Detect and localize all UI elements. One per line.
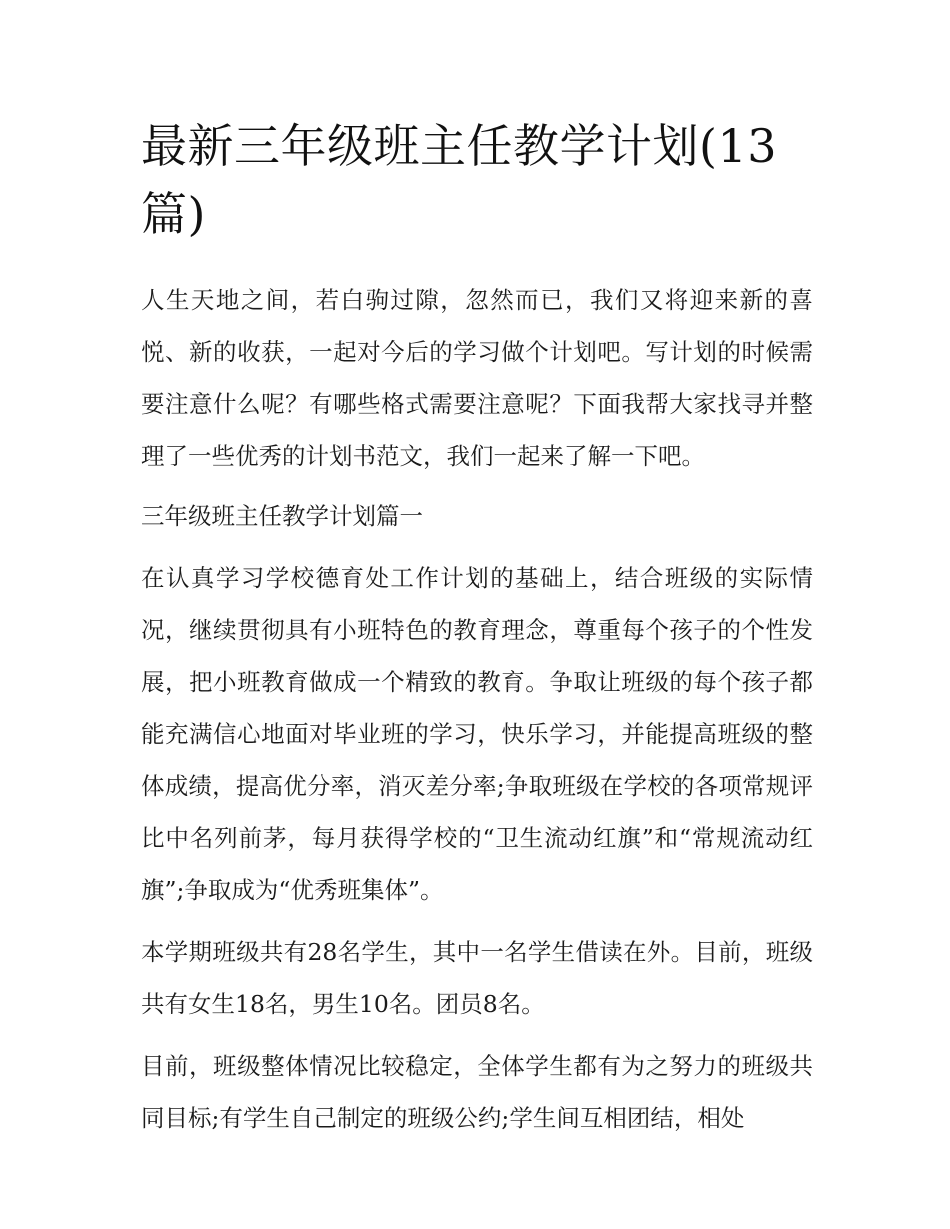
body-paragraph-1: 在认真学习学校德育处工作计划的基础上，结合班级的实际情况，继续贯彻具有小班特色的教育理念，尊重每个孩子的个性发展，把小班教育做成一个精致的教育。争取让班级的每个孩子都能充满信心地面对毕业班的学习，快乐学习，并能提高班级的整体成绩，提高优分率，消灭差分率;争取班级在学校的各项常规评比中名列前茅，每月获得学校的“卫生流动红旗”和“常规流动红旗”;争取成为“优秀班集体”。 [141,564,813,904]
section-heading: 三年级班主任教学计划篇一 [141,502,423,530]
body-paragraph-2: 本学期班级共有28名学生，其中一名学生借读在外。目前，班级共有女生18名，男生10名。团员8名。 [141,938,813,1018]
intro-paragraph: 人生天地之间，若白驹过隙，忽然而已，我们又将迎来新的喜悦、新的收获，一起对今后的学习做个计划吧。写计划的时候需要注意什么呢？有哪些格式需要注意呢？下面我帮大家找寻并整理了一些优秀的计划书范文，我们一起来了解一下吧。 [141,286,813,470]
body-paragraph-3: 目前，班级整体情况比较稳定，全体学生都有为之努力的班级共同目标;有学生自己制定的班级公约;学生间互相团结，相处 [141,1052,813,1132]
document-page [141,112,813,1144]
document-title: 最新三年级班主任教学计划(13篇) [141,119,777,241]
